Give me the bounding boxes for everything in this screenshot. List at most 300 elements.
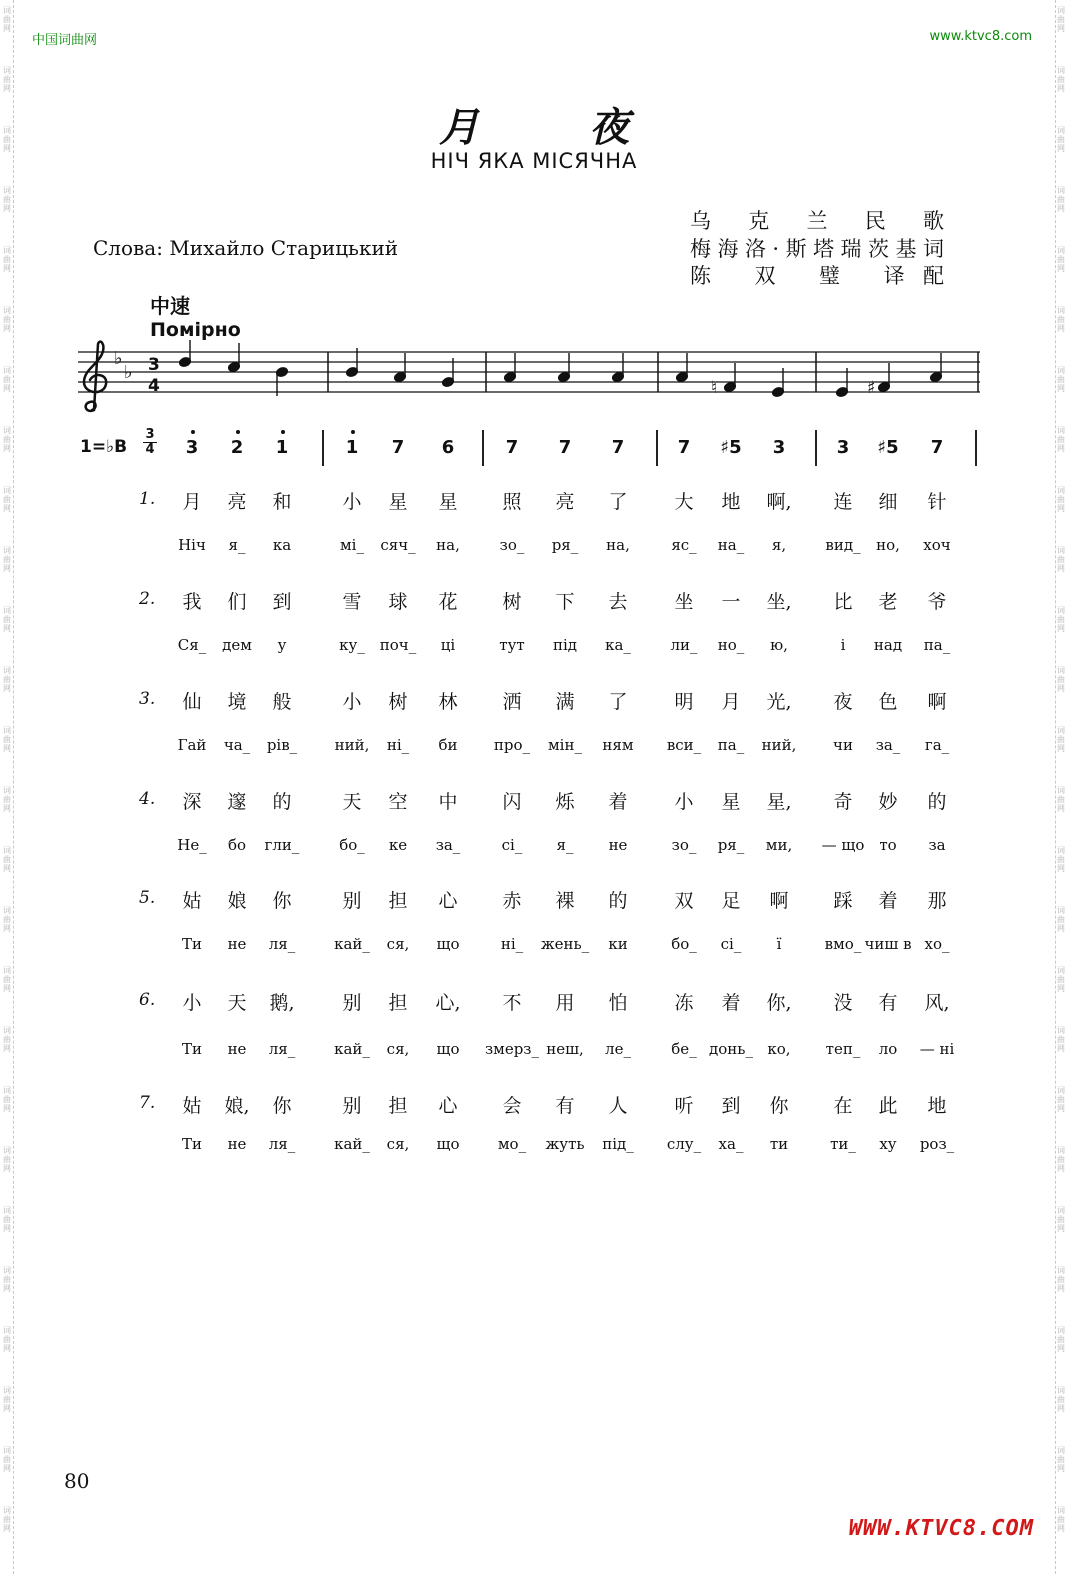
lyric-chinese-char: 树 bbox=[502, 591, 522, 613]
lyric-ukrainian-syllable: ки bbox=[608, 935, 628, 953]
lyric-chinese-char: 那 bbox=[927, 890, 947, 912]
octave-dot bbox=[351, 430, 355, 434]
watermark-char: 词 bbox=[3, 186, 11, 195]
lyric-ukrainian-syllable: сі_ bbox=[501, 836, 523, 854]
watermark-group bbox=[0, 1440, 14, 1500]
watermark-char: 网 bbox=[3, 84, 11, 93]
watermark-group bbox=[1054, 1080, 1068, 1140]
jianpu-barline bbox=[815, 430, 817, 466]
octave-dot bbox=[191, 430, 195, 434]
watermark-group bbox=[0, 960, 14, 1020]
lyric-chinese-char: 星 bbox=[438, 491, 458, 513]
lyric-chinese-char: 心 bbox=[438, 1095, 458, 1117]
lyric-chinese-char: 你 bbox=[272, 1095, 292, 1117]
lyric-ukrainian-syllable: ля_ bbox=[268, 1135, 296, 1153]
watermark-group bbox=[0, 0, 14, 60]
watermark-group bbox=[1054, 1260, 1068, 1320]
watermark-char: 词 bbox=[1057, 1086, 1065, 1095]
lyric-ukrainian-syllable: на_ bbox=[717, 536, 745, 554]
verse-number: 7. bbox=[139, 1093, 156, 1113]
lyric-chinese-char: 有 bbox=[878, 992, 898, 1014]
watermark-char: 词 bbox=[1057, 966, 1065, 975]
lyric-chinese-char: 中 bbox=[438, 791, 458, 813]
jianpu-note: 7 bbox=[505, 437, 519, 458]
watermark-char: 曲 bbox=[3, 675, 11, 684]
watermark-char: 网 bbox=[1057, 384, 1065, 393]
verse-number: 1. bbox=[139, 489, 156, 509]
watermark-char: 曲 bbox=[3, 255, 11, 264]
watermark-char: 曲 bbox=[1057, 1395, 1065, 1404]
watermark-group bbox=[1054, 960, 1068, 1020]
watermark-char: 网 bbox=[1057, 204, 1065, 213]
lyric-ukrainian-syllable: па_ bbox=[923, 636, 951, 654]
lyric-chinese-char: 用 bbox=[555, 992, 575, 1014]
lyric-ukrainian-syllable: ні_ bbox=[500, 935, 524, 953]
jianpu-note: 1 bbox=[275, 437, 289, 458]
watermark-char: 曲 bbox=[1057, 495, 1065, 504]
svg-text:♯: ♯ bbox=[867, 378, 876, 398]
lyric-ukrainian-syllable: ся, bbox=[386, 1040, 410, 1058]
watermark-char: 词 bbox=[1057, 786, 1065, 795]
watermark-char: 词 bbox=[3, 486, 11, 495]
watermark-char: 网 bbox=[1057, 864, 1065, 873]
lyric-chinese-char: 你, bbox=[766, 992, 792, 1014]
watermark-group bbox=[1054, 1320, 1068, 1380]
watermark-char: 网 bbox=[1057, 984, 1065, 993]
lyric-chinese-char: 爷 bbox=[927, 591, 947, 613]
lyric-ukrainian-syllable: ли_ bbox=[670, 636, 698, 654]
watermark-char: 网 bbox=[3, 1044, 11, 1053]
ktvc8-logo[interactable]: WWW.KTVC8.COM bbox=[848, 1516, 1034, 1541]
lyric-ukrainian-syllable: ле_ bbox=[605, 1040, 631, 1058]
left-watermark-strip bbox=[0, 0, 14, 1574]
watermark-char: 词 bbox=[1057, 1266, 1065, 1275]
site-url-header[interactable]: www.ktvc8.com bbox=[929, 29, 1032, 44]
watermark-char: 曲 bbox=[1057, 1515, 1065, 1524]
watermark-char: 词 bbox=[1057, 546, 1065, 555]
watermark-char: 词 bbox=[3, 966, 11, 975]
watermark-char: 曲 bbox=[1057, 1455, 1065, 1464]
watermark-char: 词 bbox=[3, 426, 11, 435]
lyric-chinese-char: 到 bbox=[272, 591, 292, 613]
watermark-char: 曲 bbox=[1057, 795, 1065, 804]
lyric-ukrainian-syllable: хоч bbox=[923, 536, 951, 554]
lyric-ukrainian-syllable: поч_ bbox=[379, 636, 417, 654]
watermark-char: 词 bbox=[1057, 1386, 1065, 1395]
lyric-chinese-char: 邃 bbox=[227, 791, 247, 813]
site-name-header[interactable]: 中国词曲网 bbox=[32, 33, 98, 48]
watermark-char: 曲 bbox=[3, 195, 11, 204]
lyric-chinese-char: 下 bbox=[555, 591, 575, 613]
lyric-chinese-char: 踩 bbox=[833, 890, 853, 912]
svg-text:♭: ♭ bbox=[124, 362, 133, 383]
lyric-ukrainian-syllable: ке bbox=[388, 836, 408, 854]
lyric-ukrainian-syllable: гли_ bbox=[264, 836, 300, 854]
octave-dot bbox=[236, 430, 240, 434]
watermark-char: 词 bbox=[1057, 1206, 1065, 1215]
watermark-group bbox=[0, 1140, 14, 1200]
jianpu-barline bbox=[975, 430, 977, 466]
lyric-ukrainian-syllable: роз_ bbox=[919, 1135, 955, 1153]
lyric-ukrainian-syllable: зо_ bbox=[499, 536, 525, 554]
watermark-char: 词 bbox=[3, 1506, 11, 1515]
jianpu-note: 7 bbox=[677, 437, 691, 458]
jianpu-note: 1 bbox=[345, 437, 359, 458]
lyric-chinese-char: 双 bbox=[674, 890, 694, 912]
lyric-ukrainian-syllable: ні_ bbox=[386, 736, 410, 754]
lyric-chinese-char: 鹅, bbox=[269, 992, 295, 1014]
watermark-group bbox=[0, 780, 14, 840]
lyric-chinese-char: 娘, bbox=[224, 1095, 250, 1117]
watermark-char: 曲 bbox=[3, 855, 11, 864]
watermark-char: 词 bbox=[3, 6, 11, 15]
lyric-ukrainian-syllable: донь_ bbox=[709, 1040, 753, 1058]
watermark-char: 网 bbox=[3, 804, 11, 813]
watermark-group bbox=[1054, 1500, 1068, 1560]
watermark-group bbox=[1054, 900, 1068, 960]
lyric-ukrainian-syllable: бо_ bbox=[339, 836, 365, 854]
watermark-char: 曲 bbox=[1057, 435, 1065, 444]
watermark-char: 词 bbox=[1057, 1146, 1065, 1155]
watermark-group bbox=[1054, 540, 1068, 600]
lyric-chinese-char: 小 bbox=[182, 992, 202, 1014]
credit-translator: 陈 双 璧 译配 bbox=[690, 264, 944, 288]
lyric-ukrainian-syllable: — ні bbox=[919, 1040, 955, 1058]
jianpu-time-top: 3 bbox=[145, 427, 155, 442]
jianpu-note: 7 bbox=[391, 437, 405, 458]
lyric-ukrainian-syllable: ти bbox=[769, 1135, 789, 1153]
lyric-chinese-char: 老 bbox=[878, 591, 898, 613]
lyric-ukrainian-syllable: ї bbox=[776, 935, 782, 953]
lyric-chinese-char: 的 bbox=[608, 890, 628, 912]
jianpu-note: ♯5 bbox=[877, 437, 899, 458]
watermark-char: 曲 bbox=[1057, 15, 1065, 24]
watermark-char: 曲 bbox=[1057, 255, 1065, 264]
lyric-chinese-char: 空 bbox=[388, 791, 408, 813]
lyric-chinese-char: 亮 bbox=[227, 491, 247, 513]
watermark-char: 网 bbox=[1057, 144, 1065, 153]
right-watermark-strip bbox=[1054, 0, 1068, 1574]
lyric-ukrainian-syllable: Ти bbox=[181, 1135, 202, 1153]
watermark-char: 词 bbox=[1057, 1026, 1065, 1035]
lyric-chinese-char: 到 bbox=[721, 1095, 741, 1117]
lyric-ukrainian-syllable: ці bbox=[440, 636, 456, 654]
lyric-ukrainian-syllable: ка_ bbox=[605, 636, 631, 654]
watermark-char: 曲 bbox=[3, 135, 11, 144]
tempo-ukrainian: Помірно bbox=[150, 319, 241, 341]
lyric-chinese-char: 去 bbox=[608, 591, 628, 613]
lyric-ukrainian-syllable: ний, bbox=[334, 736, 370, 754]
octave-dot bbox=[281, 430, 285, 434]
watermark-group bbox=[1054, 1200, 1068, 1260]
lyric-chinese-char: 仙 bbox=[182, 691, 202, 713]
jianpu-barline bbox=[482, 430, 484, 466]
watermark-char: 曲 bbox=[3, 1215, 11, 1224]
lyric-ukrainian-syllable: тут bbox=[499, 636, 525, 654]
jianpu-note: 2 bbox=[230, 437, 244, 458]
lyric-chinese-char: 娘 bbox=[227, 890, 247, 912]
watermark-group bbox=[0, 840, 14, 900]
watermark-char: 网 bbox=[3, 1104, 11, 1113]
watermark-char: 网 bbox=[3, 984, 11, 993]
lyric-ukrainian-syllable: за bbox=[928, 836, 946, 854]
lyric-ukrainian-syllable: рів_ bbox=[266, 736, 298, 754]
lyric-chinese-char: 地 bbox=[927, 1095, 947, 1117]
watermark-char: 网 bbox=[1057, 564, 1065, 573]
watermark-group bbox=[1054, 660, 1068, 720]
watermark-char: 曲 bbox=[3, 1395, 11, 1404]
watermark-group bbox=[0, 180, 14, 240]
lyric-chinese-char: 足 bbox=[721, 890, 741, 912]
lyric-chinese-char: 夜 bbox=[833, 691, 853, 713]
lyric-chinese-char: 有 bbox=[555, 1095, 575, 1117]
lyric-chinese-char: 听 bbox=[674, 1095, 694, 1117]
watermark-char: 网 bbox=[1057, 804, 1065, 813]
lyric-ukrainian-syllable: що bbox=[436, 935, 460, 953]
lyric-ukrainian-syllable: не bbox=[227, 1040, 247, 1058]
lyric-ukrainian-syllable: слу_ bbox=[666, 1135, 702, 1153]
watermark-char: 网 bbox=[1057, 1284, 1065, 1293]
watermark-char: 词 bbox=[1057, 1326, 1065, 1335]
lyric-chinese-char: 在 bbox=[833, 1095, 853, 1117]
svg-text:♭: ♭ bbox=[114, 348, 123, 369]
lyric-chinese-char: 星 bbox=[388, 491, 408, 513]
watermark-char: 网 bbox=[3, 684, 11, 693]
lyric-ukrainian-syllable: ля_ bbox=[268, 935, 296, 953]
watermark-char: 网 bbox=[1057, 1224, 1065, 1233]
watermark-char: 词 bbox=[3, 666, 11, 675]
lyric-ukrainian-syllable: ря_ bbox=[551, 536, 579, 554]
watermark-char: 词 bbox=[3, 606, 11, 615]
watermark-char: 词 bbox=[3, 726, 11, 735]
lyric-ukrainian-syllable: то bbox=[879, 836, 897, 854]
lyric-ukrainian-syllable: під bbox=[552, 636, 578, 654]
lyric-ukrainian-syllable: Гай bbox=[177, 736, 207, 754]
lyric-ukrainian-syllable: жень_ bbox=[540, 935, 590, 953]
watermark-group bbox=[1054, 1380, 1068, 1440]
jianpu-note: 6 bbox=[441, 437, 455, 458]
watermark-char: 网 bbox=[3, 744, 11, 753]
watermark-char: 曲 bbox=[3, 1035, 11, 1044]
lyric-ukrainian-syllable: вид_ bbox=[825, 536, 861, 554]
watermark-char: 曲 bbox=[3, 555, 11, 564]
lyric-chinese-char: 担 bbox=[388, 1095, 408, 1117]
lyric-ukrainian-syllable: мо_ bbox=[497, 1135, 527, 1153]
lyric-chinese-char: 大 bbox=[674, 491, 694, 513]
lyric-chinese-char: 星, bbox=[766, 791, 792, 813]
lyric-chinese-char: 坐, bbox=[766, 591, 792, 613]
lyric-ukrainian-syllable: но_ bbox=[717, 636, 745, 654]
lyric-ukrainian-syllable: ча_ bbox=[223, 736, 251, 754]
watermark-char: 网 bbox=[3, 1464, 11, 1473]
watermark-char: 曲 bbox=[3, 1515, 11, 1524]
lyric-chinese-char: 姑 bbox=[182, 1095, 202, 1117]
lyric-chinese-char: 奇 bbox=[833, 791, 853, 813]
lyric-ukrainian-syllable: ти_ bbox=[830, 1135, 856, 1153]
lyric-chinese-char: 星 bbox=[721, 791, 741, 813]
lyric-ukrainian-syllable: ням bbox=[602, 736, 634, 754]
lyric-chinese-char: 着 bbox=[721, 992, 741, 1014]
lyric-ukrainian-syllable: чи bbox=[833, 736, 853, 754]
lyric-chinese-char: 啊 bbox=[927, 691, 947, 713]
lyric-ukrainian-syllable: па_ bbox=[717, 736, 745, 754]
watermark-char: 网 bbox=[1057, 324, 1065, 333]
watermark-char: 网 bbox=[1057, 1044, 1065, 1053]
song-title-chinese: 月夜 bbox=[439, 104, 739, 151]
watermark-char: 词 bbox=[3, 1266, 11, 1275]
watermark-char: 词 bbox=[3, 1206, 11, 1215]
lyric-chinese-char: 此 bbox=[878, 1095, 898, 1117]
lyric-chinese-char: 的 bbox=[272, 791, 292, 813]
lyric-ukrainian-syllable: ко, bbox=[767, 1040, 791, 1058]
watermark-char: 曲 bbox=[1057, 135, 1065, 144]
watermark-char: 网 bbox=[1057, 924, 1065, 933]
watermark-char: 网 bbox=[1057, 444, 1065, 453]
watermark-char: 词 bbox=[3, 846, 11, 855]
watermark-char: 曲 bbox=[1057, 675, 1065, 684]
watermark-char: 曲 bbox=[1057, 615, 1065, 624]
lyric-ukrainian-syllable: неш, bbox=[546, 1040, 584, 1058]
watermark-group bbox=[1054, 240, 1068, 300]
lyric-ukrainian-syllable: яс_ bbox=[671, 536, 697, 554]
lyric-chinese-char: 了 bbox=[608, 491, 628, 513]
staff-notes bbox=[178, 340, 942, 398]
lyric-chinese-char: 心, bbox=[435, 992, 461, 1014]
lyric-ukrainian-syllable: ний, bbox=[761, 736, 797, 754]
lyric-ukrainian-syllable: мі_ bbox=[340, 536, 364, 554]
lyric-chinese-char: 坐 bbox=[674, 591, 694, 613]
watermark-char: 词 bbox=[1057, 426, 1065, 435]
watermark-char: 词 bbox=[3, 366, 11, 375]
watermark-group bbox=[1054, 300, 1068, 360]
watermark-char: 曲 bbox=[1057, 1335, 1065, 1344]
watermark-char: 网 bbox=[1057, 84, 1065, 93]
lyric-chinese-char: 别 bbox=[342, 992, 362, 1014]
lyric-ukrainian-syllable: би bbox=[438, 736, 458, 754]
watermark-group bbox=[1054, 360, 1068, 420]
jianpu-note: 7 bbox=[611, 437, 625, 458]
watermark-group bbox=[0, 1260, 14, 1320]
watermark-char: 曲 bbox=[3, 1155, 11, 1164]
watermark-char: 网 bbox=[3, 504, 11, 513]
watermark-char: 曲 bbox=[3, 1275, 11, 1284]
lyric-chinese-char: 针 bbox=[927, 491, 947, 513]
lyric-ukrainian-syllable: я_ bbox=[556, 836, 574, 854]
watermark-char: 网 bbox=[3, 24, 11, 33]
watermark-char: 网 bbox=[1057, 624, 1065, 633]
lyric-chinese-char: 赤 bbox=[502, 890, 522, 912]
watermark-char: 网 bbox=[3, 1344, 11, 1353]
watermark-char: 网 bbox=[3, 264, 11, 273]
jianpu-note: 3 bbox=[772, 437, 786, 458]
svg-text:♮: ♮ bbox=[711, 378, 718, 398]
verse-number: 6. bbox=[139, 990, 156, 1010]
watermark-char: 网 bbox=[3, 864, 11, 873]
watermark-group bbox=[1054, 840, 1068, 900]
watermark-group bbox=[0, 1380, 14, 1440]
watermark-char: 曲 bbox=[1057, 735, 1065, 744]
watermark-group bbox=[1054, 780, 1068, 840]
watermark-group bbox=[1054, 0, 1068, 60]
lyric-ukrainian-syllable: теп_ bbox=[825, 1040, 861, 1058]
watermark-char: 网 bbox=[1057, 1104, 1065, 1113]
watermark-char: 曲 bbox=[3, 795, 11, 804]
jianpu-key: 1=♭B bbox=[80, 437, 128, 457]
lyric-ukrainian-syllable: Ся_ bbox=[177, 636, 207, 654]
watermark-char: 曲 bbox=[3, 1095, 11, 1104]
lyric-ukrainian-syllable: Ти bbox=[181, 1040, 202, 1058]
lyric-ukrainian-syllable: мін_ bbox=[548, 736, 582, 754]
lyric-chinese-char: 般 bbox=[272, 691, 292, 713]
watermark-char: 词 bbox=[3, 1326, 11, 1335]
jianpu-barline bbox=[322, 430, 324, 466]
watermark-char: 曲 bbox=[3, 315, 11, 324]
lyric-chinese-char: 闪 bbox=[502, 791, 522, 813]
left-watermark-list bbox=[0, 0, 14, 1560]
lyric-ukrainian-syllable: ку_ bbox=[339, 636, 365, 654]
lyric-chinese-char: 照 bbox=[502, 491, 522, 513]
watermark-group bbox=[1054, 600, 1068, 660]
watermark-group bbox=[0, 1020, 14, 1080]
watermark-char: 曲 bbox=[3, 1335, 11, 1344]
watermark-char: 曲 bbox=[1057, 375, 1065, 384]
watermark-char: 词 bbox=[3, 1446, 11, 1455]
watermark-char: 词 bbox=[1057, 486, 1065, 495]
lyric-ukrainian-syllable: на, bbox=[606, 536, 630, 554]
lyric-chinese-char: 雪 bbox=[342, 591, 362, 613]
jianpu-barline bbox=[656, 430, 658, 466]
lyric-chinese-char: 担 bbox=[388, 992, 408, 1014]
lyric-chinese-char: 细 bbox=[878, 491, 898, 513]
lyric-ukrainian-syllable: ря_ bbox=[717, 836, 745, 854]
lyric-ukrainian-syllable: Ніч bbox=[178, 536, 206, 554]
lyric-ukrainian-syllable: над bbox=[873, 636, 903, 654]
lyric-chinese-char: 小 bbox=[342, 691, 362, 713]
watermark-char: 网 bbox=[3, 1524, 11, 1533]
watermark-char: 曲 bbox=[3, 495, 11, 504]
lyric-chinese-char: 啊 bbox=[769, 890, 789, 912]
watermark-char: 网 bbox=[1057, 1524, 1065, 1533]
lyric-ukrainian-syllable: Не_ bbox=[177, 836, 207, 854]
lyric-ukrainian-syllable: я_ bbox=[228, 536, 246, 554]
lyric-chinese-char: 人 bbox=[608, 1095, 628, 1117]
lyric-chinese-char: 担 bbox=[388, 890, 408, 912]
lyric-ukrainian-syllable: га_ bbox=[924, 736, 950, 754]
lyric-ukrainian-syllable: Ти bbox=[181, 935, 202, 953]
lyric-ukrainian-syllable: бе_ bbox=[671, 1040, 697, 1058]
watermark-char: 曲 bbox=[1057, 1095, 1065, 1104]
lyric-chinese-char: 天 bbox=[342, 791, 362, 813]
credit-lyricist-chinese: 梅海洛·斯塔瑞茨基词 bbox=[690, 237, 944, 261]
lyric-chinese-char: 月 bbox=[721, 691, 741, 713]
watermark-char: 曲 bbox=[1057, 1155, 1065, 1164]
watermark-char: 曲 bbox=[1057, 855, 1065, 864]
watermark-group bbox=[1054, 1140, 1068, 1200]
lyric-ukrainian-syllable: ми, bbox=[765, 836, 793, 854]
lyric-chinese-char: 和 bbox=[272, 491, 292, 513]
lyric-chinese-char: 会 bbox=[502, 1095, 522, 1117]
verse-number: 5. bbox=[139, 888, 156, 908]
tempo-chinese: 中速 bbox=[150, 294, 190, 318]
lyric-chinese-char: 别 bbox=[342, 1095, 362, 1117]
watermark-char: 曲 bbox=[1057, 315, 1065, 324]
watermark-char: 网 bbox=[1057, 1344, 1065, 1353]
jianpu-note: 3 bbox=[185, 437, 199, 458]
watermark-char: 词 bbox=[1057, 906, 1065, 915]
watermark-char: 曲 bbox=[1057, 1215, 1065, 1224]
jianpu-note: 7 bbox=[930, 437, 944, 458]
lyric-ukrainian-syllable: зо_ bbox=[671, 836, 697, 854]
